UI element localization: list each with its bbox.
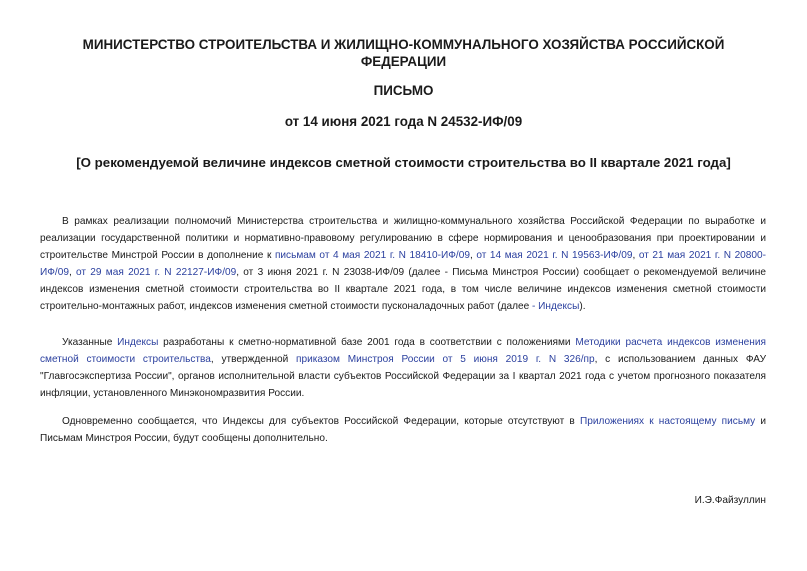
link-letter-may-21[interactable]: от 21 мая 2021 г. N 20800-ИФ/09 bbox=[40, 250, 767, 279]
link-letter-may-14[interactable]: от 14 мая 2021 г. N 19563-ИФ/09 bbox=[476, 250, 633, 262]
paragraph-1-text-b: , от 3 июня 2021 г. N 23038-ИФ/09 (далее - Письма Минстроя России) сообщает о рекомендуемой величине индексов изменения сметной стоимости строительства во II квартале 2021 года, в том числе величине индексов изменения сметной стоимости строительно-монтажных работ, индексов изменения сметной стоимости пусконаладочных работ (далее bbox=[40, 267, 766, 313]
link-letter-may-29[interactable]: от 29 мая 2021 г. N 22127-ИФ/09 bbox=[76, 267, 237, 279]
document-subject: [О рекомендуемой величине индексов сметной стоимости строительства во II квартале 2021 года] bbox=[76, 155, 731, 170]
link-order-326[interactable]: приказом Минстроя России от 5 июня 2019 г. N 326/пр bbox=[296, 354, 595, 366]
paragraph-1-text-c: ). bbox=[579, 301, 586, 313]
link-indexes[interactable]: - Индексы bbox=[532, 301, 580, 313]
paragraph-2-text-c: , утвержденной bbox=[210, 354, 297, 366]
paragraph-1-separator: , bbox=[469, 250, 477, 262]
paragraph-2-text-a: Указанные bbox=[62, 337, 118, 348]
link-methodology[interactable]: Методики расчета индексов изменения сметной стоимости строительства bbox=[40, 337, 766, 366]
link-letter-may-4[interactable]: письмам от 4 мая 2021 г. N 18410-ИФ/09 bbox=[274, 250, 470, 262]
paragraph-2 bbox=[40, 334, 766, 402]
paragraph-2-text-b: разработаны к сметно-нормативной базе 2001 года в соответствии с положениями bbox=[158, 337, 576, 348]
signature: И.Э.Файзуллин bbox=[694, 495, 766, 506]
paragraph-3 bbox=[40, 413, 766, 447]
document-type: ПИСЬМО bbox=[373, 83, 434, 98]
paragraph-1-separator: , bbox=[632, 250, 639, 262]
ministry-title: МИНИСТЕРСТВО СТРОИТЕЛЬСТВА И ЖИЛИЩНО-КОММУНАЛЬНОГО ХОЗЯЙСТВА РОССИЙСКОЙ ФЕДЕРАЦИИ bbox=[82, 37, 725, 69]
link-appendices[interactable]: Приложениях к настоящему письму bbox=[579, 416, 756, 427]
document-date-number: от 14 июня 2021 года N 24532-ИФ/09 bbox=[284, 114, 523, 129]
paragraph-3-text-a: Одновременно сообщается, что Индексы для субъектов Российской Федерации, которые отсутствуют в bbox=[62, 416, 580, 427]
paragraph-1-separator: , bbox=[68, 267, 77, 279]
paragraph-3-text-b: и Письмам Минстроя России, будут сообщены дополнительно. bbox=[40, 416, 767, 445]
paragraph-1 bbox=[40, 213, 766, 316]
paragraph-1-text-a: В рамках реализации полномочий Министерства строительства и жилищно-коммунального хозяйства Российской Федерации по выработке и реализации государственной политики и нормативно-правовому регулированию в сфере нормирования и ценообразования при проектировании и строительстве Минстрой России в дополнение к bbox=[40, 216, 766, 262]
paragraph-2-text-d: , с использованием данных ФАУ "Главгосэкспертиза России", органов исполнительной власти субъектов Российской Федерации за I квартал 2021 года с учетом прогнозного показателя инфляции, установленного Минэкономразвития России. bbox=[40, 354, 767, 400]
link-indexes-2[interactable]: Индексы bbox=[117, 337, 159, 348]
